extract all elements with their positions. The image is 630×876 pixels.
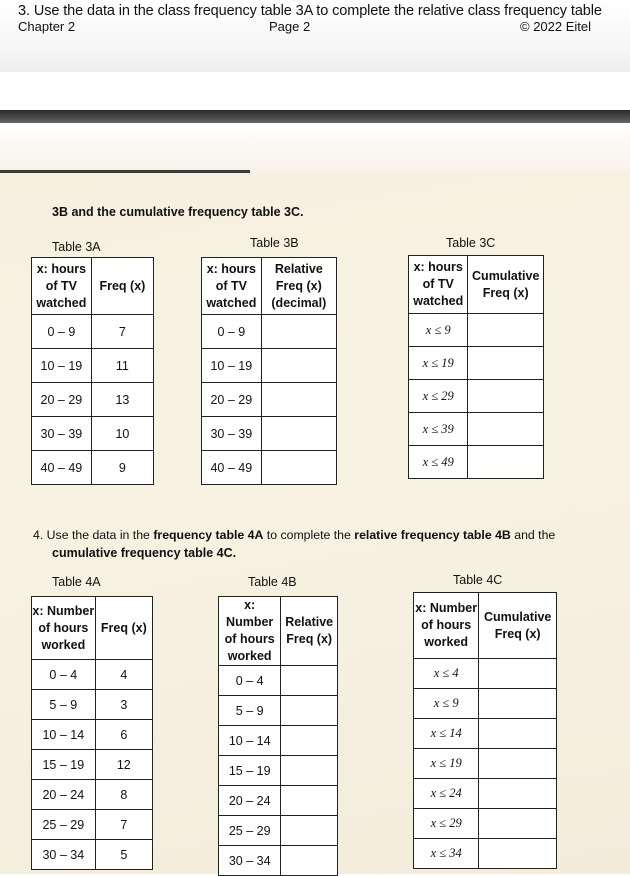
table-row: x ≤ 4: [414, 659, 479, 689]
table-row: 30 – 39: [202, 417, 262, 451]
answer-cell[interactable]: [261, 451, 336, 485]
table-row: 6: [95, 720, 152, 750]
table-row: 20 – 24: [219, 786, 281, 816]
table-row: 10: [91, 417, 153, 451]
table-3a-header-x: x: hours of TV watched: [32, 258, 92, 315]
table-row: 9: [91, 451, 153, 485]
table-row: 15 – 19: [219, 756, 281, 786]
page-number: Page 2: [269, 19, 311, 34]
separator-bar: [0, 110, 630, 123]
answer-cell[interactable]: [479, 659, 557, 689]
table-row: 10 – 19: [32, 349, 92, 383]
answer-cell[interactable]: [281, 666, 338, 696]
table-4b: [218, 596, 338, 876]
table-row: x ≤ 19: [409, 347, 468, 380]
table-row: 20 – 29: [32, 383, 92, 417]
table-row: x ≤ 34: [414, 839, 479, 869]
table-row: 30 – 39: [32, 417, 92, 451]
table-row: 8: [95, 780, 152, 810]
table-row: x ≤ 49: [409, 446, 468, 479]
table-row: 25 – 29: [219, 816, 281, 846]
question-4-line-1: 4. Use the data in the frequency table 4A to complete the relative frequency table 4B and the: [33, 528, 556, 542]
table-row: 5: [95, 840, 152, 870]
table-row: 40 – 49: [32, 451, 92, 485]
table-3c-caption: Table 3C: [446, 236, 496, 250]
table-row: x ≤ 29: [414, 809, 479, 839]
table-row: 0 – 4: [219, 666, 281, 696]
table-row: 11: [91, 349, 153, 383]
answer-cell[interactable]: [281, 786, 338, 816]
table-4c-caption: Table 4C: [453, 573, 503, 587]
table-4b-caption: Table 4B: [248, 575, 297, 589]
table-row: 3: [95, 690, 152, 720]
answer-cell[interactable]: [479, 779, 557, 809]
table-4a: [31, 596, 153, 870]
table-row: 0 – 9: [32, 315, 92, 349]
question-4-line-2: cumulative frequency table 4C.: [52, 546, 237, 560]
answer-cell[interactable]: [281, 756, 338, 786]
question-3-first-line: 3. Use the data in the class frequency table 3A to complete the relative class frequency table: [18, 3, 602, 19]
chapter-label: Chapter 2: [18, 19, 76, 34]
table-3c-header-cumfreq: Cumulative Freq (x): [468, 256, 544, 314]
table-row: 20 – 29: [202, 383, 262, 417]
answer-cell[interactable]: [261, 417, 336, 451]
table-row: x ≤ 14: [414, 719, 479, 749]
photo-edge: [0, 170, 250, 173]
answer-cell[interactable]: [261, 383, 336, 417]
table-row: x ≤ 24: [414, 779, 479, 809]
table-row: 4: [95, 660, 152, 690]
table-row: 30 – 34: [32, 840, 96, 870]
table-row: 12: [95, 750, 152, 780]
answer-cell[interactable]: [281, 726, 338, 756]
table-3a: [31, 257, 154, 485]
answer-cell[interactable]: [468, 413, 544, 446]
table-row: 7: [95, 810, 152, 840]
copyright: © 2022 Eitel: [520, 19, 592, 34]
table-row: 0 – 4: [32, 660, 96, 690]
answer-cell[interactable]: [281, 696, 338, 726]
table-row: 5 – 9: [32, 690, 96, 720]
table-row: 30 – 34: [219, 846, 281, 876]
table-row: 0 – 9: [202, 315, 262, 349]
page-gap: [0, 123, 630, 173]
table-row: x ≤ 29: [409, 380, 468, 413]
table-row: 40 – 49: [202, 451, 262, 485]
answer-cell[interactable]: [468, 347, 544, 380]
table-3c: [408, 255, 544, 479]
answer-cell[interactable]: [468, 446, 544, 479]
table-row: 10 – 14: [219, 726, 281, 756]
table-row: x ≤ 9: [409, 314, 468, 347]
table-row: 5 – 9: [219, 696, 281, 726]
table-3a-caption: Table 3A: [52, 240, 101, 254]
answer-cell[interactable]: [479, 689, 557, 719]
answer-cell[interactable]: [468, 314, 544, 347]
answer-cell[interactable]: [281, 846, 338, 876]
table-3a-header-freq: Freq (x): [91, 258, 153, 315]
table-row: 7: [91, 315, 153, 349]
table-3b-header-x: x: hours of TV watched: [202, 258, 262, 315]
table-4b-header-x: x: Number of hours worked: [219, 597, 281, 666]
table-4c: [413, 592, 557, 869]
table-row: x ≤ 9: [414, 689, 479, 719]
answer-cell[interactable]: [468, 380, 544, 413]
table-3b-header-relfreq: Relative Freq (x) (decimal): [261, 258, 336, 315]
table-4c-header-x: x: Number of hours worked: [414, 593, 479, 659]
table-4b-header-relfreq: Relative Freq (x): [281, 597, 338, 666]
answer-cell[interactable]: [479, 839, 557, 869]
table-4a-caption: Table 4A: [52, 575, 101, 589]
table-row: 13: [91, 383, 153, 417]
answer-cell[interactable]: [261, 349, 336, 383]
answer-cell[interactable]: [479, 719, 557, 749]
question-3-continuation: 3B and the cumulative frequency table 3C.: [52, 205, 304, 219]
table-3c-header-x: x: hours of TV watched: [409, 256, 468, 314]
table-4a-header-x: x: Number of hours worked: [32, 597, 96, 660]
table-row: 15 – 19: [32, 750, 96, 780]
table-row: 10 – 19: [202, 349, 262, 383]
answer-cell[interactable]: [479, 749, 557, 779]
table-row: x ≤ 19: [414, 749, 479, 779]
table-4a-header-freq: Freq (x): [95, 597, 152, 660]
answer-cell[interactable]: [479, 809, 557, 839]
answer-cell[interactable]: [261, 315, 336, 349]
table-row: 25 – 29: [32, 810, 96, 840]
table-row: x ≤ 39: [409, 413, 468, 446]
table-3b-caption: Table 3B: [250, 236, 299, 250]
table-row: 20 – 24: [32, 780, 96, 810]
table-3b: [201, 257, 337, 485]
answer-cell[interactable]: [281, 816, 338, 846]
table-row: 10 – 14: [32, 720, 96, 750]
table-4c-header-cumfreq: Cumulative Freq (x): [479, 593, 557, 659]
